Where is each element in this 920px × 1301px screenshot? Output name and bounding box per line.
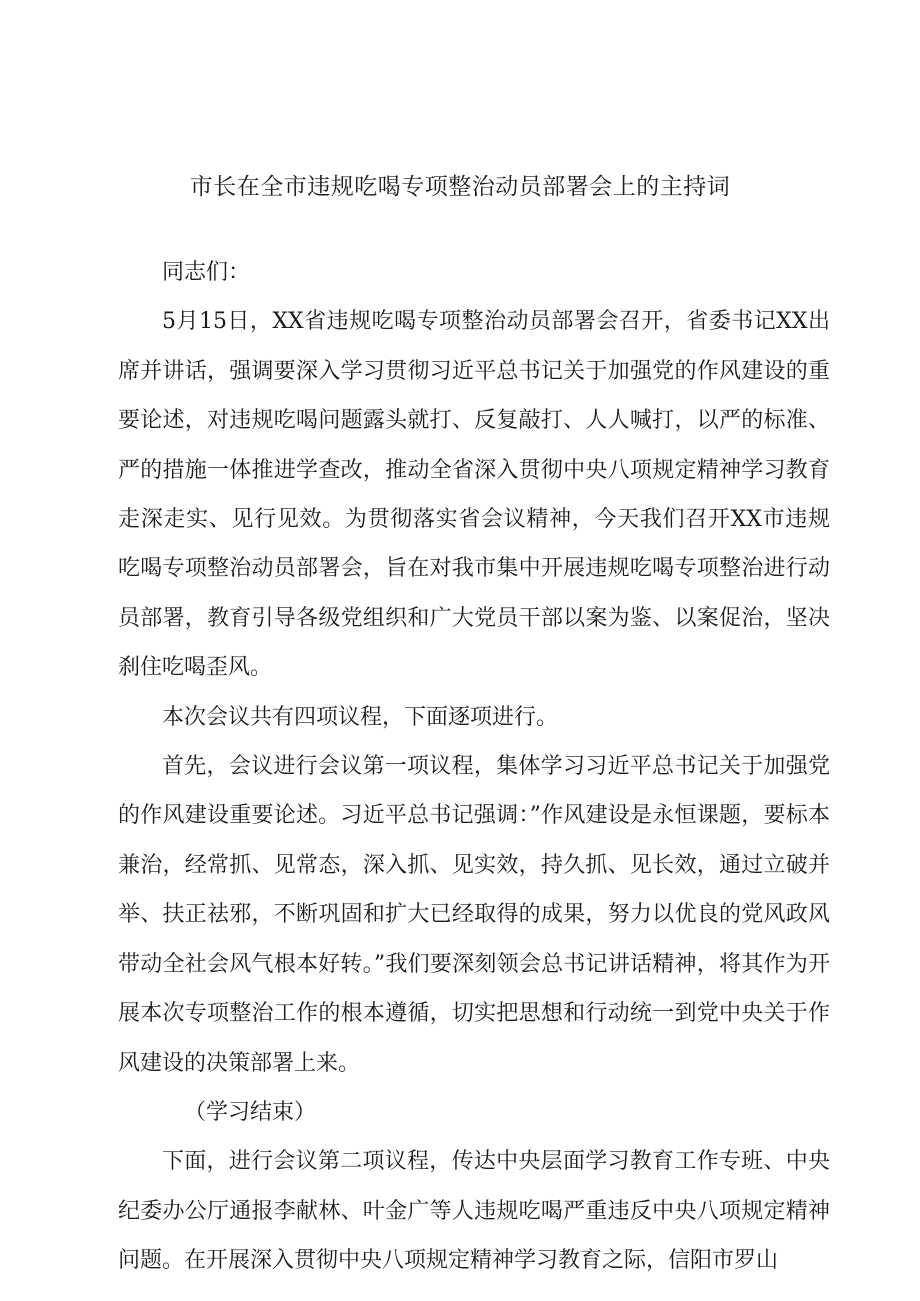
paragraph-salutation: 同志们： bbox=[162, 260, 251, 285]
document-title: 市长在全市违规吃喝专项整治动员部署会上的主持词 bbox=[189, 174, 731, 200]
document-body bbox=[118, 248, 830, 1286]
paragraph-agenda: 本次会议共有四项议程，下面逐项进行。 bbox=[162, 704, 559, 730]
paragraph-agenda-item-2: 下面，进行会议第二项议程，传达中央层面学习教育工作专班、中央纪委办公厅通报李献林、叶金广等人违规吃喝严重违反中央八项规定精神问题。在开展深入贯彻中央八项规定精神学习教育之际，信阳市罗山 bbox=[118, 1149, 830, 1274]
paragraph-agenda-item-1: 首先，会议进行会议第一项议程，集体学习习近平总书记关于加强党的作风建设重要论述。习近平总书记强调：”作风建设是永恒课题，要标本兼治，经常抓、见常态，深入抓、见实效，持久抓、见长效，通过立破并举、扶正祛邪，不断巩固和扩大已经取得的成果，努力以优良的党风政风带动全社会风气根本好转。”我们要深刻领会总书记讲话精神，将其作为开展本次专项整治工作的根本遵循，切实把思想和行动统一到党中央关于作风建设的决策部署上来。 bbox=[118, 754, 830, 1076]
paragraph-study-end-note: （学习结束） bbox=[184, 1099, 317, 1125]
paragraph-opening: 5月15日，XX省违规吃喝专项整治动员部署会召开，省委书记XX出席并讲话，强调要深入学习贯彻习近平总书记关于加强党的作风建设的重要论述，对违规吃喝问题露头就打、反复敲打、人人喊打，以严的标准、严的措施一体推进学查改，推动全省深入贯彻中央八项规定精神学习教育走深走实、见行见效。为贯彻落实省会议精神，今天我们召开XX市违规吃喝专项整治动员部署会，旨在对我市集中开展违规吃喝专项整治进行动员部署，教育引导各级党组织和广大党员干部以案为鉴、以案促治，坚决刹住吃喝歪风。 bbox=[118, 309, 830, 681]
